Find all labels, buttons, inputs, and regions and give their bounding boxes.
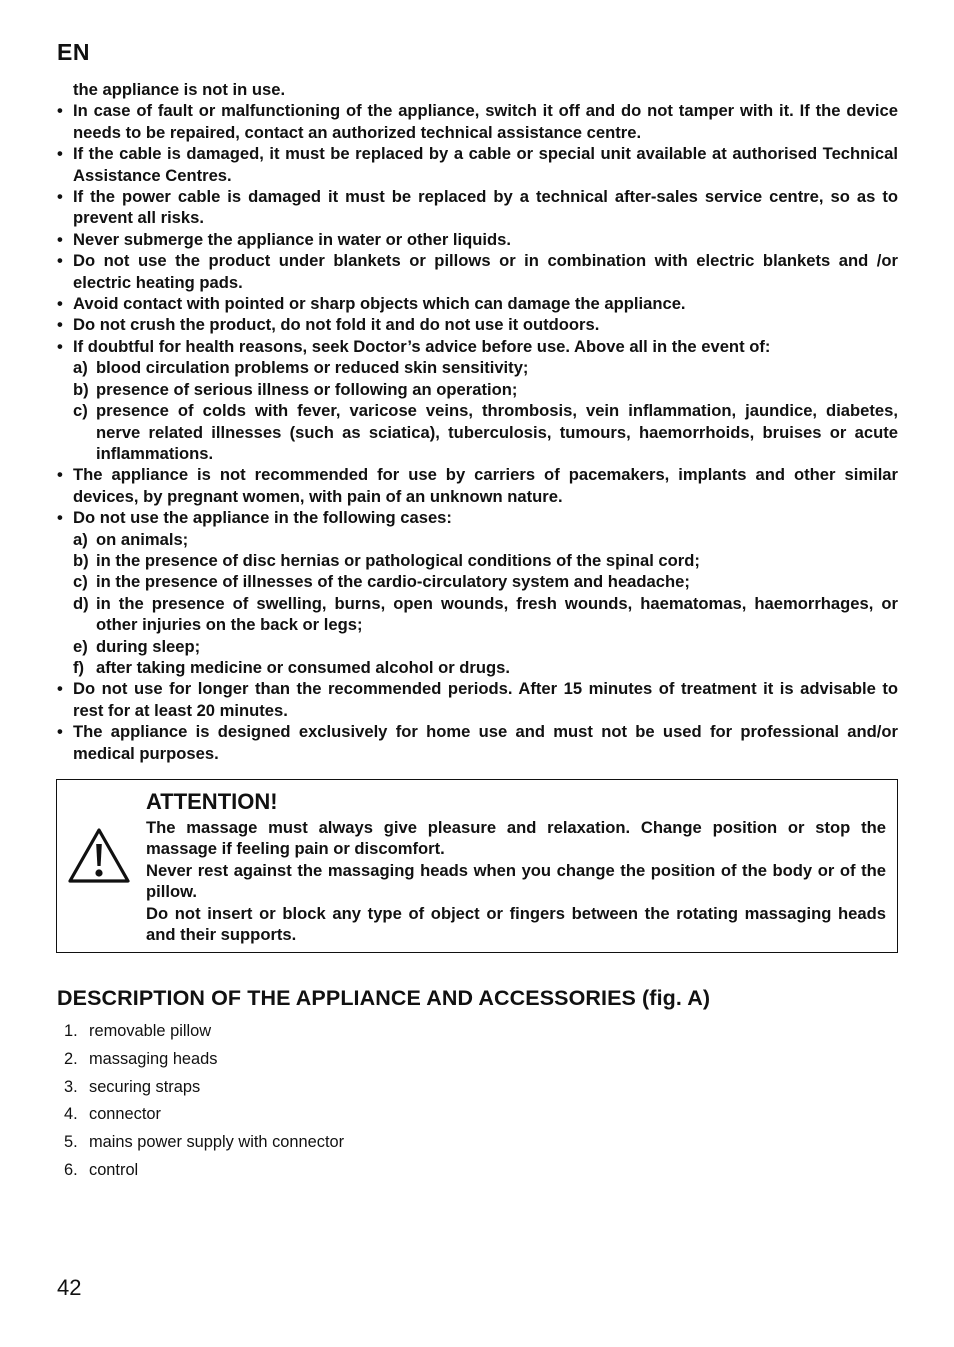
item-label: control <box>89 1160 139 1179</box>
sub-item-text: in the presence of swelling, burns, open wounds, fresh wounds, haematomas, haemorrhages, or other injuries on the back or legs; <box>96 593 898 635</box>
sub-item-text: during sleep; <box>96 636 201 656</box>
attention-box <box>56 779 898 953</box>
safety-bullet: • Do not use the appliance in the following cases: <box>57 507 898 528</box>
safety-bullet: • Never submerge the appliance in water or other liquids. <box>57 229 898 250</box>
case-item <box>57 657 898 678</box>
item-label: removable pillow <box>89 1022 212 1040</box>
health-condition-item <box>57 400 898 464</box>
sub-item-marker: c) <box>73 572 88 592</box>
language-code: EN <box>57 39 90 65</box>
attention-paragraph: Never rest against the massaging heads when you change the position of the body or of the pillow. <box>146 860 886 902</box>
warning-triangle-icon <box>67 826 131 886</box>
sub-item-text: after taking medicine or consumed alcohol or drugs. <box>96 657 511 677</box>
sub-item-text: presence of serious illness or following an operation; <box>96 379 518 399</box>
item-label: connector <box>89 1105 161 1124</box>
case-item <box>57 571 898 592</box>
item-number: 3. <box>64 1077 78 1096</box>
case-item <box>57 550 898 571</box>
sub-item-marker: d) <box>73 593 89 613</box>
item-number: 4. <box>64 1105 78 1124</box>
sub-item-marker: e) <box>73 636 88 656</box>
list-item <box>64 1101 344 1129</box>
sub-item-marker: b) <box>73 379 89 399</box>
sub-item-marker: c) <box>73 401 88 421</box>
safety-bullet: • The appliance is designed exclusively for home use and must not be used for professional and/or medical purposes. <box>57 721 898 764</box>
item-label: securing straps <box>89 1077 201 1096</box>
safety-bullet: • Do not use the product under blankets or pillows or in combination with electric blankets and /or electric heating pads. <box>57 250 898 293</box>
safety-bullet: • If the cable is damaged, it must be replaced by a cable or special unit available at authorised Technical Assistance Centres. <box>57 143 898 186</box>
item-label: mains power supply with connector <box>89 1133 345 1152</box>
attention-paragraph: Do not insert or block any type of object or fingers between the rotating massaging heads and their supports. <box>146 903 886 945</box>
list-item <box>64 1046 344 1074</box>
section-title: DESCRIPTION OF THE APPLIANCE AND ACCESSORIES (fig. A) <box>57 986 711 1010</box>
safety-bullet: • If the power cable is damaged it must be replaced by a technical after-sales service centre, so as to prevent all risks. <box>57 186 898 229</box>
safety-bullet: • Avoid contact with pointed or sharp objects which can damage the appliance. <box>57 293 898 314</box>
case-item <box>57 636 898 657</box>
sub-item-text: presence of colds with fever, varicose veins, thrombosis, vein inflammation, jaundice, diabetes, nerve related illnesses (such as sciatica), tuberculosis, tumours, haemorrhoids, bruises or acute inflammations. <box>96 401 898 463</box>
safety-bullet: • Do not crush the product, do not fold it and do not use it outdoors. <box>57 314 898 335</box>
item-number: 5. <box>64 1133 78 1152</box>
sub-item-marker: b) <box>73 550 89 570</box>
safety-bullet: • In case of fault or malfunctioning of the appliance, switch it off and do not tamper with it. If the device needs to be repaired, contact an authorized technical assistance centre. <box>57 100 898 143</box>
attention-paragraph: The massage must always give pleasure and relaxation. Change position or stop the massage if feeling pain or discomfort. <box>146 818 886 859</box>
list-item <box>64 1018 344 1046</box>
attention-title: ATTENTION! <box>146 789 278 814</box>
safety-bullet: • The appliance is not recommended for use by carriers of pacemakers, implants and other similar devices, by pregnant women, with pain of an unknown nature. <box>57 464 898 507</box>
sub-item-marker: a) <box>73 358 88 378</box>
list-item <box>64 1129 344 1157</box>
list-item <box>64 1074 344 1102</box>
parts-list <box>64 1018 344 1185</box>
page-number: 42 <box>57 1275 82 1300</box>
sub-item-text: in the presence of disc hernias or pathological conditions of the spinal cord; <box>96 550 700 570</box>
safety-instructions <box>57 79 898 764</box>
case-item <box>57 593 898 636</box>
attention-content <box>146 788 886 945</box>
safety-bullet: • Do not use for longer than the recommended periods. After 15 minutes of treatment it is advisable to rest for at least 20 minutes. <box>57 678 898 721</box>
item-number: 6. <box>64 1160 78 1179</box>
item-label: massaging heads <box>89 1049 218 1068</box>
sub-item-marker: f) <box>73 657 85 677</box>
sub-item-text: on animals; <box>96 529 189 549</box>
health-condition-item <box>57 379 898 400</box>
sub-item-text: in the presence of illnesses of the cardio-circulatory system and headache; <box>96 572 690 592</box>
health-condition-item <box>57 357 898 378</box>
list-item <box>64 1157 344 1185</box>
case-item <box>57 529 898 550</box>
item-number: 1. <box>64 1022 78 1040</box>
continuation-text: the appliance is not in use. <box>73 80 286 99</box>
item-number: 2. <box>64 1049 78 1068</box>
sub-item-text: blood circulation problems or reduced skin sensitivity; <box>96 358 529 378</box>
safety-bullet: • If doubtful for health reasons, seek Doctor’s advice before use. Above all in the event of: <box>57 336 898 357</box>
sub-item-marker: a) <box>73 529 88 549</box>
